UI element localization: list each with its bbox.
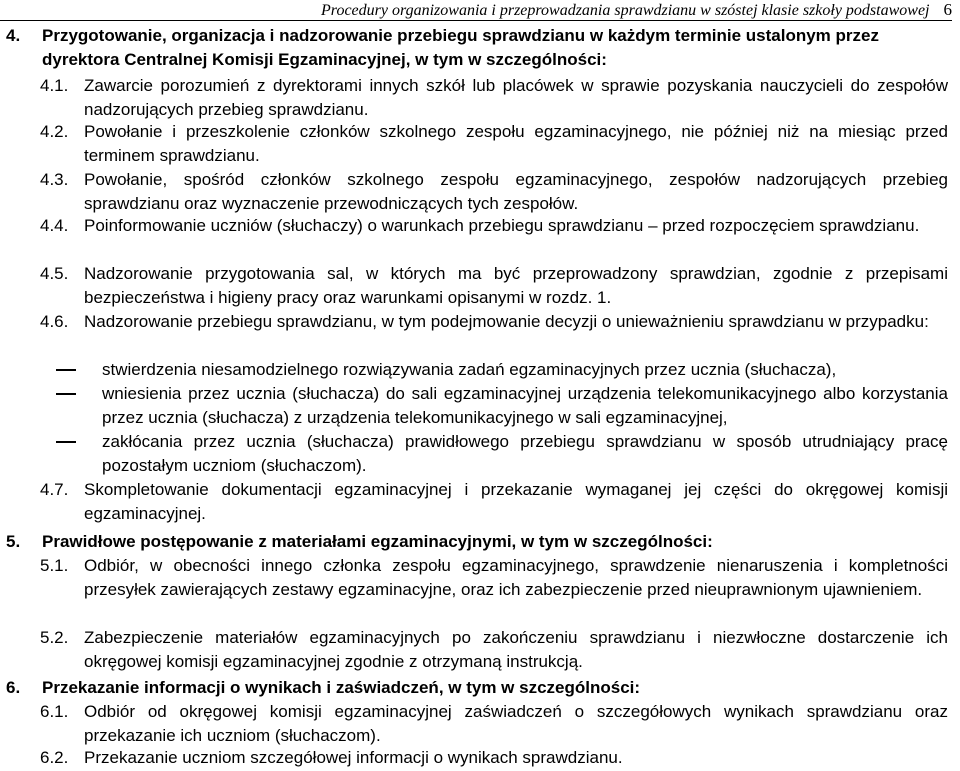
section-heading-4 <box>6 24 948 72</box>
section-title: Przekazanie informacji o wynikach i zaświadczeń, w tym w szczególności: <box>42 678 641 697</box>
list-item-6-2 <box>40 746 948 770</box>
item-text: Zawarcie porozumień z dyrektorami innych szkół lub placówek w sprawie pozyskania nauczycieli do zespołów nadzorujących przebieg sprawdzianu. <box>84 76 948 119</box>
item-number: 6.2. <box>40 748 69 767</box>
item-number: 6.1. <box>40 702 69 721</box>
item-text: Przekazanie uczniom szczegółowej informacji o wynikach sprawdzianu. <box>84 748 623 767</box>
item-number: 4.3. <box>40 170 69 189</box>
item-text: Odbiór, w obecności innego członka zespołu egzaminacyjnego, sprawdzenie nienaruszenia i kompletności przesyłek zawierających zestawy egzaminacyjne, oraz ich zabezpieczenie przed nieuprawnionym ujawnieniem. <box>84 556 948 599</box>
list-item-4-3 <box>40 168 948 216</box>
bullet-item <box>56 382 948 430</box>
list-item-4-6 <box>40 310 948 334</box>
header-title: Procedury organizowania i przeprowadzania sprawdzianu w szóstej klasie szkoły podstawowej <box>321 2 930 19</box>
item-text: Powołanie i przeszkolenie członków szkolnego zespołu egzaminacyjnego, nie później niż na miesiąc przed terminem sprawdzianu. <box>84 122 948 165</box>
item-number: 4.7. <box>40 480 69 499</box>
list-item-4-1 <box>40 74 948 122</box>
bullet-text: stwierdzenia niesamodzielnego rozwiązywania zadań egzaminacyjnych przez ucznia (słuchacza), <box>102 360 837 379</box>
list-item-5-1 <box>40 554 948 602</box>
bullet-item <box>56 430 948 478</box>
section-heading-5 <box>6 530 948 554</box>
item-text: Powołanie, spośród członków szkolnego zespołu egzaminacyjnego, zespołów nadzorujących przebieg sprawdzianu oraz wyznaczenie przewodniczących tych zespołów. <box>84 170 948 213</box>
item-number: 4.4. <box>40 216 69 235</box>
list-item-4-4 <box>40 214 948 238</box>
item-text: Nadzorowanie przebiegu sprawdzianu, w tym podejmowanie decyzji o unieważnieniu sprawdzianu w przypadku: <box>84 312 929 331</box>
section-title: Przygotowanie, organizacja i nadzorowanie przebiegu sprawdzianu w każdym terminie ustalonym przez dyrektora Centralnej Komisji Egzaminacyjnej, w tym w szczególności: <box>42 26 879 69</box>
list-item-4-2 <box>40 120 948 168</box>
dash-bullet-icon <box>56 441 76 443</box>
section-number: 4. <box>6 26 21 45</box>
item-number: 4.5. <box>40 264 69 283</box>
section-title: Prawidłowe postępowanie z materiałami egzaminacyjnymi, w tym w szczególności: <box>42 532 713 551</box>
list-item-6-1 <box>40 700 948 748</box>
page-number: 6 <box>943 0 952 19</box>
bullet-item <box>56 358 948 382</box>
item-number: 5.1. <box>40 556 69 575</box>
item-number: 4.6. <box>40 312 69 331</box>
bullet-text: zakłócania przez ucznia (słuchacza) prawidłowego przebiegu sprawdzianu w sposób utrudniający pracę pozostałym uczniom (słuchaczom). <box>102 432 948 475</box>
section-number: 5. <box>6 532 21 551</box>
list-item-4-5 <box>40 262 948 310</box>
list-item-4-7 <box>40 478 948 526</box>
item-text: Odbiór od okręgowej komisji egzaminacyjnej zaświadczeń o szczegółowych wynikach sprawdzianu oraz przekazanie ich uczniom (słuchaczom). <box>84 702 948 745</box>
item-number: 4.2. <box>40 122 69 141</box>
section-heading-6 <box>6 676 948 700</box>
item-number: 5.2. <box>40 628 69 647</box>
item-number: 4.1. <box>40 76 69 95</box>
dash-bullet-icon <box>56 393 76 395</box>
running-header <box>0 0 952 21</box>
bullet-text: wniesienia przez ucznia (słuchacza) do sali egzaminacyjnej urządzenia telekomunikacyjnego albo korzystania przez ucznia (słuchacza) z urządzenia telekomunikacyjnego w sali egzaminacyjnej, <box>102 384 948 427</box>
item-text: Poinformowanie uczniów (słuchaczy) o warunkach przebiegu sprawdzianu – przed rozpoczęciem sprawdzianu. <box>84 216 920 235</box>
section-number: 6. <box>6 678 21 697</box>
item-text: Nadzorowanie przygotowania sal, w których ma być przeprowadzony sprawdzian, zgodnie z przepisami bezpieczeństwa i higieny pracy oraz warunkami opisanymi w rozdz. 1. <box>84 264 948 307</box>
item-text: Zabezpieczenie materiałów egzaminacyjnych po zakończeniu sprawdzianu i niezwłoczne dostarczenie ich okręgowej komisji egzaminacyjnej zgodnie z otrzymaną instrukcją. <box>84 628 948 671</box>
item-text: Skompletowanie dokumentacji egzaminacyjnej i przekazanie wymaganej jej części do okręgowej komisji egzaminacyjnej. <box>84 480 948 523</box>
dash-bullet-icon <box>56 369 76 371</box>
list-item-5-2 <box>40 626 948 674</box>
